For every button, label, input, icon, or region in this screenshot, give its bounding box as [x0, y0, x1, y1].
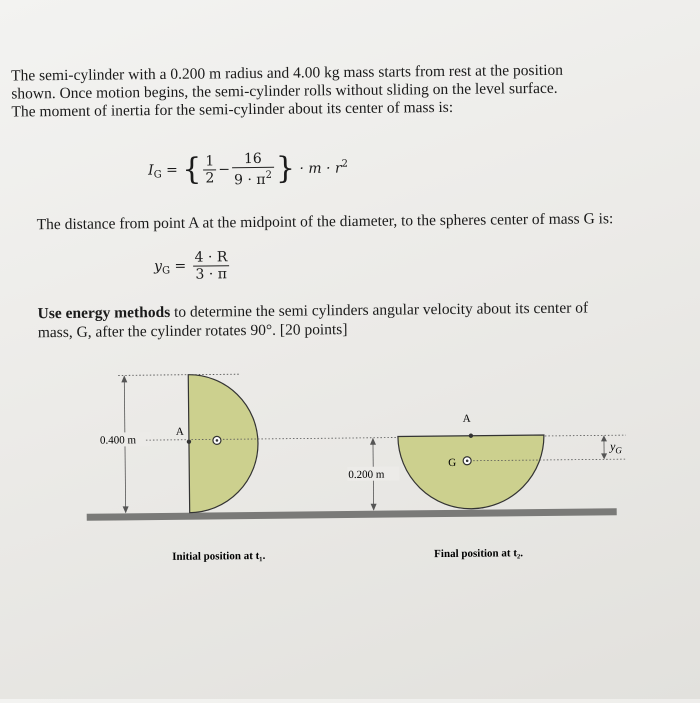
yg-arrow-bottom — [601, 453, 607, 459]
yg-arrow-top — [601, 435, 607, 441]
task-line-2: mass, G, after the cylinder rotates 90°. [20 points] — [38, 317, 658, 342]
inertia-tail: · m · r — [299, 161, 341, 177]
ground-surface — [87, 508, 617, 521]
left-brace: { — [182, 152, 201, 187]
point-a-initial: A — [176, 426, 184, 438]
centroid-equation — [154, 249, 232, 283]
inertia-equation — [148, 150, 348, 189]
radius-arrow-bottom — [371, 504, 377, 511]
centroid-den: 3 · π — [193, 266, 230, 282]
height-arrow-top — [121, 375, 127, 382]
inertia-frac-1 — [203, 153, 216, 186]
centroid-num: 4 · R — [193, 249, 230, 266]
yg-symbol-sub: G — [615, 445, 622, 455]
right-brace: } — [276, 151, 295, 186]
centroid-lhs-sub: G — [162, 265, 170, 276]
height-label: 0.400 m — [100, 434, 137, 446]
frac2-den-base: 9 · π — [234, 172, 266, 188]
inertia-lhs: I — [148, 163, 154, 179]
centroid-equals: = — [174, 258, 186, 274]
centroid-lhs: y — [154, 258, 162, 274]
distance-statement: The distance from point A at the midpoint of the diameter, to the spheres center of mass G is: — [37, 210, 614, 234]
semi-cylinder-initial — [188, 374, 258, 513]
inertia-tail-exp: 2 — [342, 159, 348, 170]
intro-line-2: shown. Once motion begins, the semi-cylinder rolls without sliding on the level surface. — [11, 79, 651, 104]
inertia-frac-2 — [232, 151, 274, 188]
point-a-final: A — [463, 413, 471, 425]
point-g-label: G — [448, 457, 456, 469]
task-bold: Use energy methods — [38, 304, 171, 322]
frac1-num: 1 — [203, 153, 216, 170]
radius-label: 0.200 m — [348, 469, 385, 481]
task-statement — [38, 298, 658, 342]
inertia-minus: − — [218, 162, 230, 178]
inertia-lhs-sub: G — [154, 169, 162, 180]
intro-line-3: The moment of inertia for the semi-cylinder about its center of mass is: — [11, 97, 651, 122]
caption-initial: Initial position at t₁. — [172, 550, 266, 563]
frac1-den: 2 — [203, 170, 216, 186]
intro-line-1: The semi-cylinder with a 0.200 m radius and 4.00 kg mass starts from rest at the position — [11, 61, 651, 86]
task-line-1-rest: to determine the semi cylinders angular velocity about its center of — [170, 300, 588, 321]
top-reference-line — [118, 374, 240, 375]
frac2-den — [232, 168, 274, 188]
yg-symbol-base: y — [609, 439, 616, 453]
yg-symbol — [609, 439, 622, 455]
inertia-equals: = — [166, 162, 178, 178]
problem-intro — [11, 61, 652, 122]
semi-cylinder-final — [398, 435, 545, 510]
frac2-den-exp: 2 — [265, 170, 271, 181]
frac2-num: 16 — [232, 151, 274, 168]
figure — [0, 356, 700, 583]
radius-arrow-top — [370, 438, 376, 445]
height-arrow-bottom — [123, 506, 129, 513]
caption-final: Final position at t₂. — [434, 547, 523, 560]
centroid-frac — [193, 249, 230, 282]
